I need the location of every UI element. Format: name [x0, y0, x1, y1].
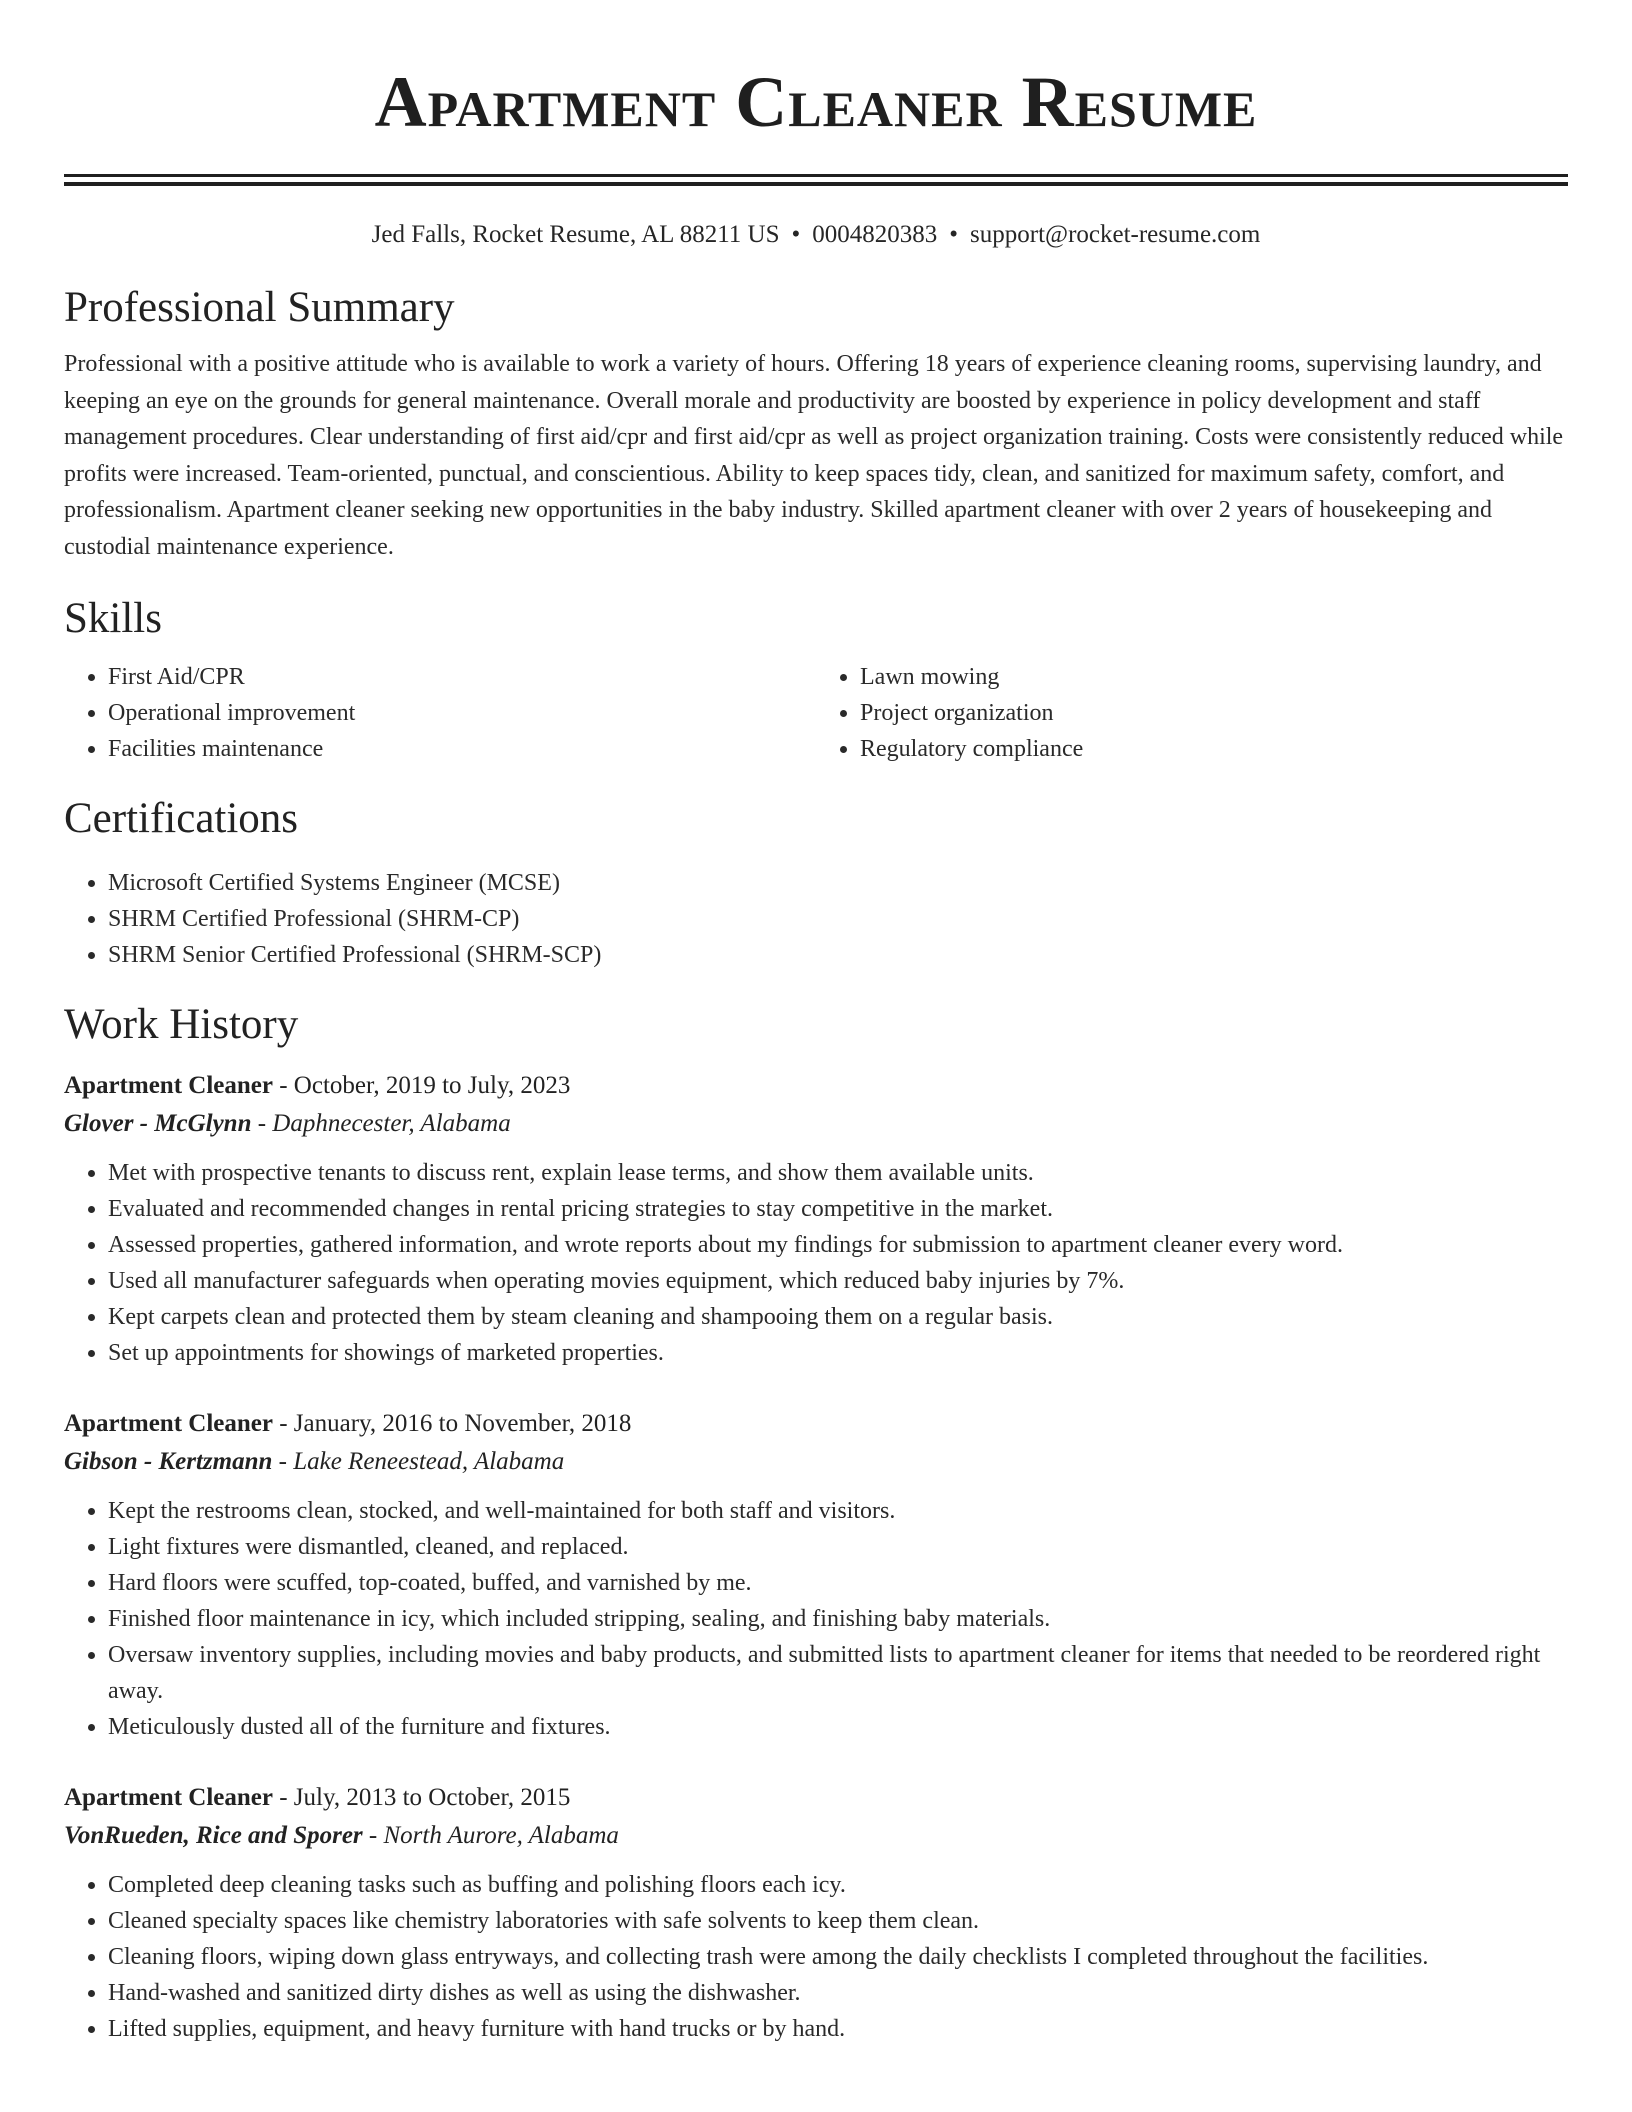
job-company-line: [64, 1105, 1568, 1143]
contact-address: Jed Falls, Rocket Resume, AL 88211 US: [371, 221, 780, 248]
contact-separator: •: [949, 221, 959, 248]
work-history-section: [64, 999, 1568, 2047]
job-title-line: [64, 1405, 1568, 1443]
job-bullet: • Set up appointments for showings of marketed properties.: [108, 1335, 1568, 1371]
job-bullet: • Kept the restrooms clean, stocked, and well-maintained for both staff and visitors.: [108, 1493, 1568, 1529]
job-bullet: • Used all manufacturer safeguards when operating movies equipment, which reduced baby injuries by 7%.: [108, 1263, 1568, 1299]
job-bullet: • Assessed properties, gathered information, and wrote reports about my findings for submission to apartment cleaner every word.: [108, 1227, 1568, 1263]
job-bullet: • Finished floor maintenance in icy, which included stripping, sealing, and finishing baby materials.: [108, 1601, 1568, 1637]
skill-item: • Lawn mowing: [860, 659, 1568, 695]
job-bullet: • Oversaw inventory supplies, including movies and baby products, and submitted lists to apartment cleaner for items that needed to be reordered right away.: [108, 1637, 1568, 1709]
skill-item: • Regulatory compliance: [860, 731, 1568, 767]
certification-item: • SHRM Senior Certified Professional (SHRM-SCP): [108, 937, 1568, 973]
job-dates: - July, 2013 to October, 2015: [272, 1784, 571, 1811]
skills-list-right: [816, 659, 1568, 767]
job-bullet: • Hand-washed and sanitized dirty dishes as well as using the dishwasher.: [108, 1975, 1568, 2011]
job-title: Apartment Cleaner: [64, 1784, 273, 1811]
job-location: - Lake Reneestead, Alabama: [272, 1448, 565, 1475]
contact-email[interactable]: support@rocket-resume.com: [970, 221, 1261, 248]
skill-item: • Project organization: [860, 695, 1568, 731]
job-bullet: • Meticulously dusted all of the furniture and fixtures.: [108, 1709, 1568, 1745]
job-title: Apartment Cleaner: [64, 1410, 273, 1437]
job-bullet: • Lifted supplies, equipment, and heavy furniture with hand trucks or by hand.: [108, 2011, 1568, 2047]
resume-title: Apartment Cleaner Resume: [374, 62, 1258, 142]
job-bullet: • Met with prospective tenants to discuss rent, explain lease terms, and show them available units.: [108, 1155, 1568, 1191]
job-bullet: • Completed deep cleaning tasks such as buffing and polishing floors each icy.: [108, 1867, 1568, 1903]
section-heading-summary: Professional Summary: [64, 284, 455, 331]
job-title: Apartment Cleaner: [64, 1072, 273, 1099]
job-title-line: [64, 1779, 1568, 1817]
job-bullet: • Kept carpets clean and protected them by steam cleaning and shampooing them on a regular basis.: [108, 1299, 1568, 1335]
job-bullet: • Hard floors were scuffed, top-coated, buffed, and varnished by me.: [108, 1565, 1568, 1601]
skill-item: • Operational improvement: [108, 695, 816, 731]
skills-list-left: [64, 659, 816, 767]
job-company-line: [64, 1817, 1568, 1855]
section-heading-certifications: Certifications: [64, 795, 299, 842]
job-dates: - January, 2016 to November, 2018: [272, 1410, 632, 1437]
certifications-section: [64, 793, 1568, 973]
job-dates: - October, 2019 to July, 2023: [272, 1072, 571, 1099]
section-heading-work-history: Work History: [64, 1001, 299, 1048]
job-bullets: [64, 1155, 1568, 1371]
job-company-line: [64, 1443, 1568, 1481]
contact-phone: 0004820383: [812, 221, 938, 248]
certification-item: • Microsoft Certified Systems Engineer (MCSE): [108, 865, 1568, 901]
job-title-line: [64, 1067, 1568, 1105]
skills-columns: [64, 659, 1568, 767]
skills-section: [64, 593, 1568, 767]
job-company: VonRueden, Rice and Sporer: [64, 1822, 363, 1849]
job-entry: [64, 1779, 1568, 2047]
skill-item: • Facilities maintenance: [108, 731, 816, 767]
certification-item: • SHRM Certified Professional (SHRM-CP): [108, 901, 1568, 937]
job-bullet: • Cleaning floors, wiping down glass entryways, and collecting trash were among the daily checklists I completed throughout the facilities.: [108, 1939, 1568, 1975]
title-double-rule: [64, 174, 1568, 186]
professional-summary-section: [64, 282, 1568, 565]
job-company: Glover - McGlynn: [64, 1110, 252, 1137]
job-location: - North Aurore, Alabama: [362, 1822, 619, 1849]
summary-text: Professional with a positive attitude who is available to work a variety of hours. Offering 18 years of experience cleaning rooms, supervising laundry, and keeping an eye on the grounds for general maintenance. Overall morale and productivity are boosted by experience in policy development and staff management procedures. Clear understanding of first aid/cpr and first aid/cpr as well as project organization training. Costs were consistently reduced while profits were increased. Team-oriented, punctual, and conscientious. Ability to keep spaces tidy, clean, and sanitized for maximum safety, comfort, and professionalism. Apartment cleaner seeking new opportunities in the baby industry. Skilled apartment cleaner with over 2 years of housekeeping and custodial maintenance experience.: [64, 351, 1564, 560]
job-bullet: • Cleaned specialty spaces like chemistry laboratories with safe solvents to keep them clean.: [108, 1903, 1568, 1939]
contact-line: [64, 220, 1568, 250]
job-entry: [64, 1067, 1568, 1371]
job-company: Gibson - Kertzmann: [64, 1448, 273, 1475]
job-bullets: [64, 1493, 1568, 1745]
certifications-list: [64, 865, 1568, 973]
job-bullet: • Light fixtures were dismantled, cleaned, and replaced.: [108, 1529, 1568, 1565]
job-bullets: [64, 1867, 1568, 2047]
section-heading-skills: Skills: [64, 595, 162, 642]
skill-item: • First Aid/CPR: [108, 659, 816, 695]
job-entry: [64, 1405, 1568, 1745]
job-bullet: • Evaluated and recommended changes in rental pricing strategies to stay competitive in the market.: [108, 1191, 1568, 1227]
contact-separator: •: [791, 221, 801, 248]
job-location: - Daphnecester, Alabama: [251, 1110, 511, 1137]
